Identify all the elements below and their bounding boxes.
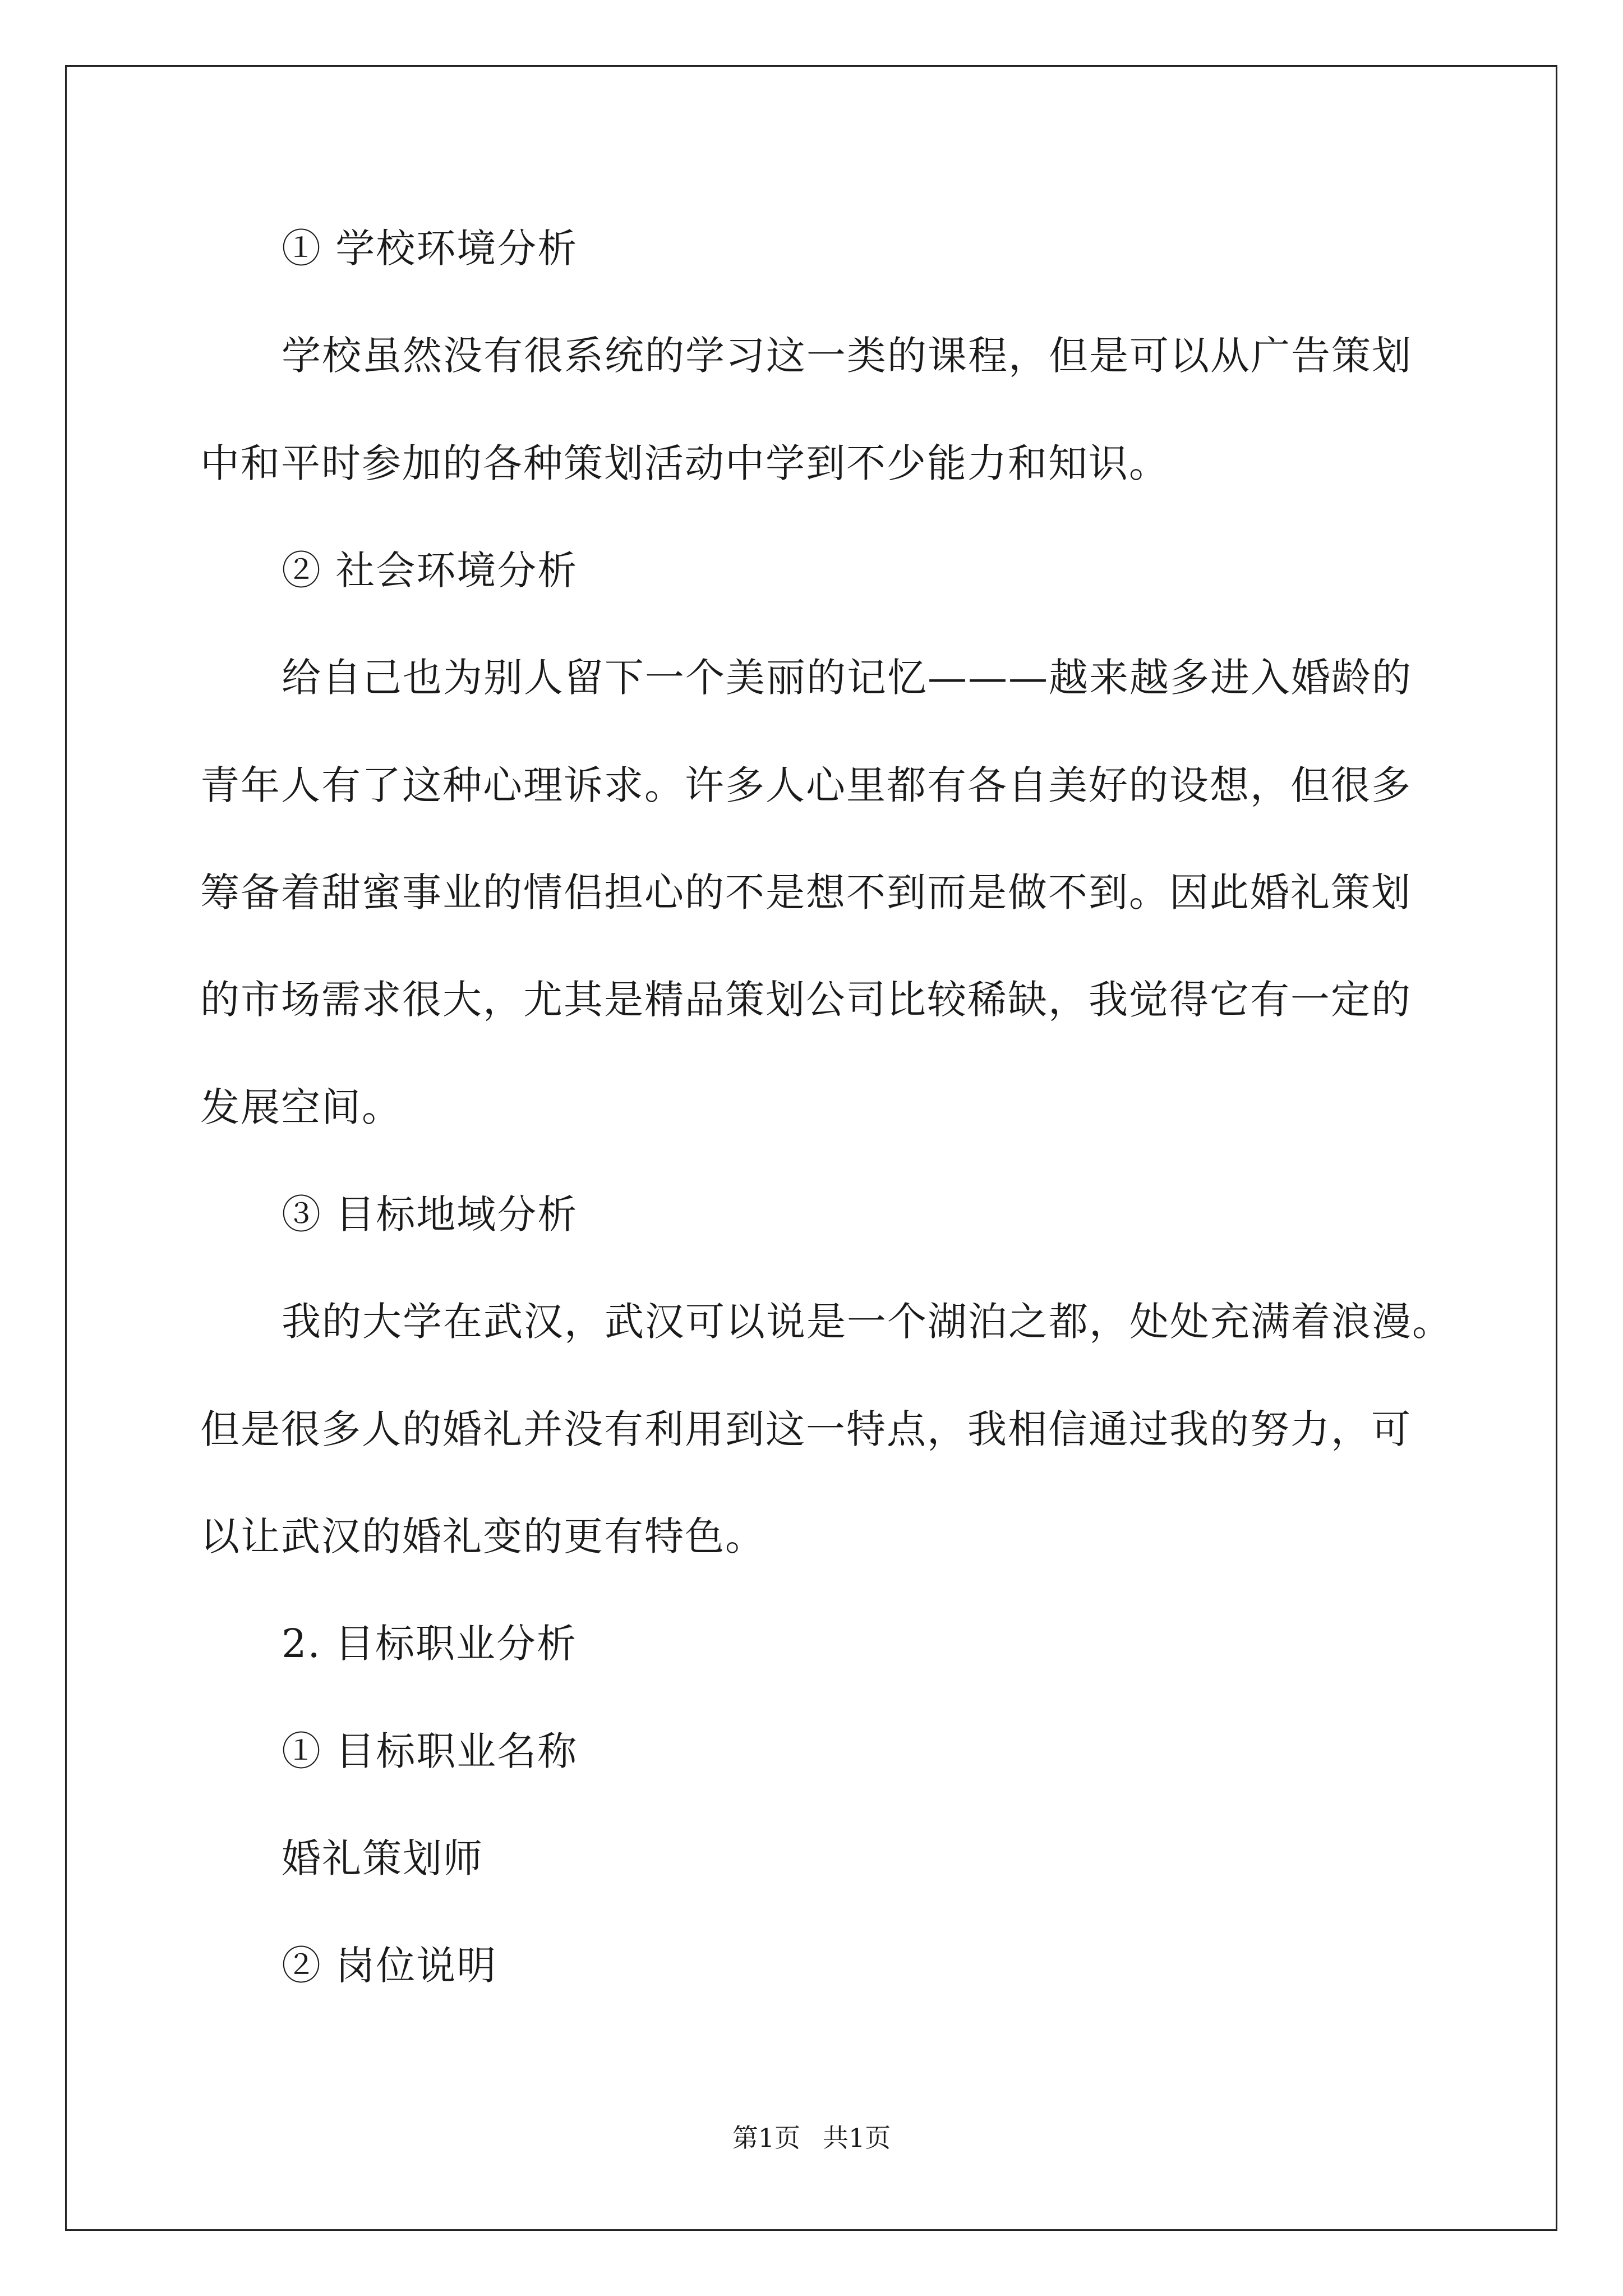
paragraph-line: 婚礼策划师 [282, 1835, 483, 1881]
heading-career-name: ① 目标职业名称 [282, 1728, 578, 1774]
heading-target-career: 2. 目标职业分析 [282, 1621, 578, 1667]
heading-social-environment: ② 社会环境分析 [282, 547, 578, 593]
paragraph-line: 筹备着甜蜜事业的情侣担心的不是想不到而是做不到。因此婚礼策划 [200, 869, 1412, 915]
paragraph-line: 青年人有了这种心理诉求。许多人心里都有各自美好的设想，但很多 [200, 762, 1412, 808]
page-number: 第1页 [732, 2123, 800, 2153]
paragraph-line: 给自己也为别人留下一个美丽的记忆———越来越多进入婚龄的 [282, 655, 1412, 701]
heading-school-environment: ① 学校环境分析 [282, 226, 578, 272]
paragraph-line: 中和平时参加的各种策划活动中学到不少能力和知识。 [200, 440, 1169, 486]
page-footer [0, 2118, 1623, 2155]
page-total: 共1页 [823, 2123, 891, 2153]
paragraph-line: 以让武汉的婚礼变的更有特色。 [200, 1513, 766, 1559]
paragraph-line: 的市场需求很大，尤其是精品策划公司比较稀缺，我觉得它有一定的 [200, 977, 1412, 1023]
paragraph-line: 发展空间。 [200, 1084, 402, 1130]
paragraph-line: 学校虽然没有很系统的学习这一类的课程，但是可以从广告策划 [282, 333, 1412, 379]
page-border [65, 65, 1557, 2231]
heading-job-description: ② 岗位说明 [282, 1943, 497, 1989]
paragraph-line: 我的大学在武汉，武汉可以说是一个湖泊之都，处处充满着浪漫。 [282, 1299, 1453, 1345]
heading-target-region: ③ 目标地域分析 [282, 1191, 578, 1237]
paragraph-line: 但是很多人的婚礼并没有利用到这一特点，我相信通过我的努力，可 [200, 1406, 1412, 1452]
